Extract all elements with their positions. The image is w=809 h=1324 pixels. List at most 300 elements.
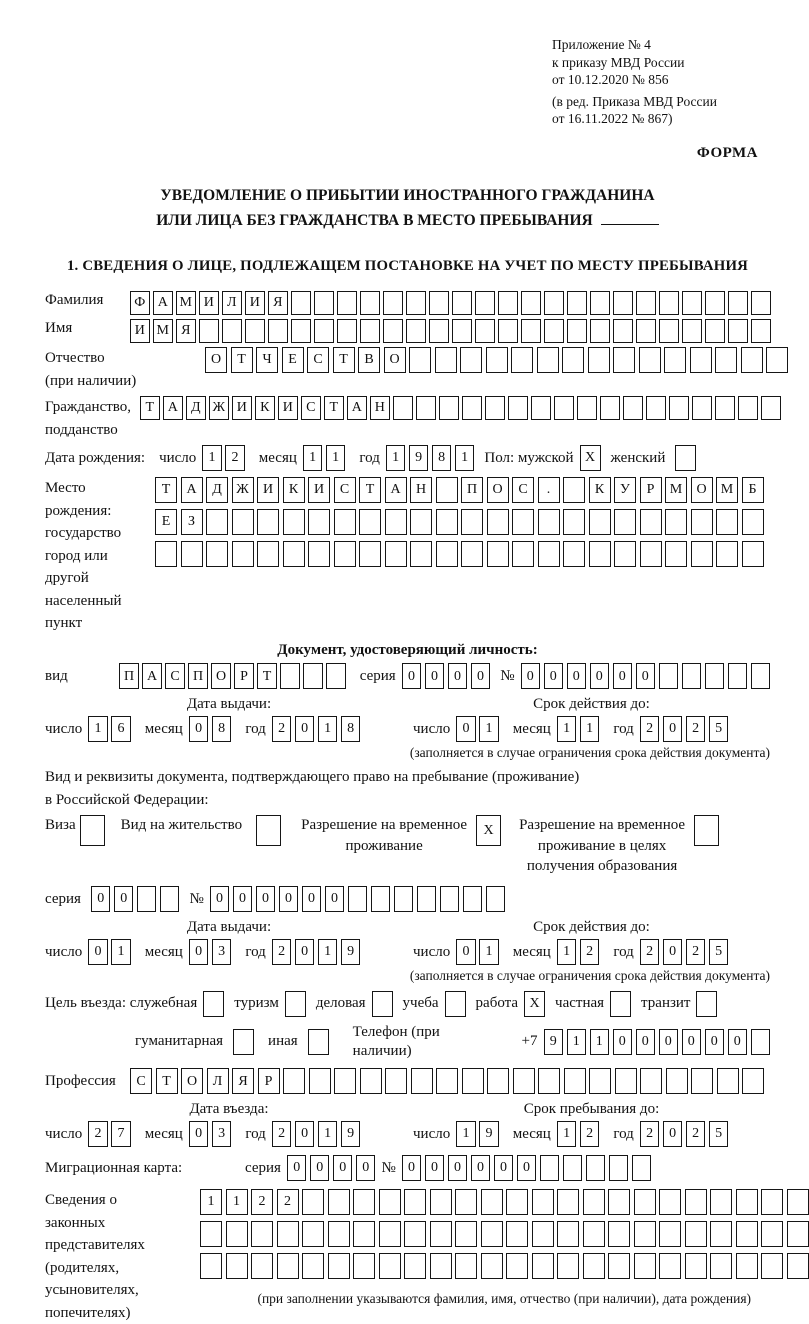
char-cell[interactable]: 1 <box>200 1189 222 1215</box>
char-cell[interactable] <box>308 541 330 567</box>
char-cell[interactable] <box>206 509 228 535</box>
char-cell[interactable] <box>600 396 620 420</box>
char-cell[interactable] <box>353 1189 375 1215</box>
char-cell[interactable] <box>475 319 495 343</box>
char-cell[interactable] <box>666 1068 688 1094</box>
char-cell[interactable] <box>787 1253 809 1279</box>
char-cell[interactable] <box>508 396 528 420</box>
char-cell[interactable]: 1 <box>557 1121 577 1147</box>
char-cell[interactable]: Я <box>232 1068 254 1094</box>
char-cell[interactable] <box>181 541 203 567</box>
char-cell[interactable]: 1 <box>202 445 222 471</box>
char-cell[interactable] <box>200 1221 222 1247</box>
char-cell[interactable] <box>691 509 713 535</box>
char-cell[interactable] <box>383 319 403 343</box>
char-cell[interactable]: П <box>461 477 483 503</box>
char-cell[interactable] <box>430 1189 452 1215</box>
char-cell[interactable] <box>359 509 381 535</box>
char-cell[interactable] <box>460 347 482 373</box>
purpose-official-checkbox[interactable] <box>203 991 224 1017</box>
char-cell[interactable]: Н <box>370 396 390 420</box>
char-cell[interactable] <box>538 509 560 535</box>
char-cell[interactable] <box>563 509 585 535</box>
char-cell[interactable]: 9 <box>479 1121 499 1147</box>
char-cell[interactable]: 0 <box>471 1155 491 1181</box>
char-cell[interactable] <box>691 541 713 567</box>
char-cell[interactable] <box>623 396 643 420</box>
char-cell[interactable]: 0 <box>114 886 134 912</box>
char-cell[interactable] <box>481 1189 503 1215</box>
char-cell[interactable] <box>160 886 180 912</box>
char-cell[interactable]: С <box>130 1068 152 1094</box>
char-cell[interactable] <box>385 509 407 535</box>
char-cell[interactable]: 1 <box>318 939 338 965</box>
char-cell[interactable] <box>511 347 533 373</box>
char-cell[interactable] <box>590 291 610 315</box>
char-cell[interactable] <box>283 541 305 567</box>
char-cell[interactable] <box>257 541 279 567</box>
char-cell[interactable] <box>226 1253 248 1279</box>
char-cell[interactable] <box>521 319 541 343</box>
char-cell[interactable] <box>452 319 472 343</box>
char-cell[interactable] <box>761 1189 783 1215</box>
char-cell[interactable]: 0 <box>295 716 315 742</box>
char-cell[interactable]: 0 <box>663 939 683 965</box>
char-cell[interactable]: 0 <box>356 1155 376 1181</box>
char-cell[interactable]: 9 <box>409 445 429 471</box>
char-cell[interactable]: Ж <box>232 477 254 503</box>
char-cell[interactable]: П <box>119 663 139 689</box>
char-cell[interactable] <box>761 1221 783 1247</box>
char-cell[interactable]: Л <box>207 1068 229 1094</box>
char-cell[interactable]: И <box>278 396 298 420</box>
char-cell[interactable] <box>664 347 686 373</box>
char-cell[interactable]: Р <box>258 1068 280 1094</box>
char-cell[interactable] <box>410 509 432 535</box>
char-cell[interactable]: 0 <box>471 663 491 689</box>
char-cell[interactable] <box>385 541 407 567</box>
char-cell[interactable] <box>639 347 661 373</box>
sex-male-checkbox[interactable]: X <box>580 445 601 471</box>
option-residence-permit-checkbox[interactable] <box>256 815 281 846</box>
char-cell[interactable] <box>506 1221 528 1247</box>
char-cell[interactable] <box>563 477 585 503</box>
char-cell[interactable] <box>787 1221 809 1247</box>
char-cell[interactable] <box>577 396 597 420</box>
char-cell[interactable] <box>436 477 458 503</box>
char-cell[interactable] <box>251 1221 273 1247</box>
char-cell[interactable]: 0 <box>310 1155 330 1181</box>
char-cell[interactable]: К <box>589 477 611 503</box>
char-cell[interactable]: 2 <box>251 1189 273 1215</box>
char-cell[interactable] <box>462 396 482 420</box>
char-cell[interactable] <box>715 347 737 373</box>
char-cell[interactable]: 2 <box>686 716 706 742</box>
char-cell[interactable] <box>277 1253 299 1279</box>
purpose-work-checkbox[interactable]: X <box>524 991 545 1017</box>
char-cell[interactable] <box>615 1068 637 1094</box>
char-cell[interactable] <box>383 291 403 315</box>
char-cell[interactable] <box>682 663 702 689</box>
purpose-other-checkbox[interactable] <box>308 1029 329 1055</box>
char-cell[interactable]: 1 <box>326 445 346 471</box>
char-cell[interactable]: Б <box>742 477 764 503</box>
char-cell[interactable]: 0 <box>402 1155 422 1181</box>
char-cell[interactable] <box>245 319 265 343</box>
char-cell[interactable] <box>417 886 437 912</box>
char-cell[interactable]: 0 <box>287 1155 307 1181</box>
char-cell[interactable]: 0 <box>279 886 299 912</box>
char-cell[interactable]: 2 <box>272 939 292 965</box>
option-visa-checkbox[interactable] <box>80 815 105 846</box>
char-cell[interactable] <box>742 1068 764 1094</box>
char-cell[interactable]: Т <box>257 663 277 689</box>
char-cell[interactable] <box>636 319 656 343</box>
char-cell[interactable] <box>404 1189 426 1215</box>
char-cell[interactable]: 1 <box>557 939 577 965</box>
char-cell[interactable] <box>353 1221 375 1247</box>
char-cell[interactable]: А <box>181 477 203 503</box>
char-cell[interactable]: И <box>245 291 265 315</box>
char-cell[interactable] <box>506 1189 528 1215</box>
char-cell[interactable]: 5 <box>709 1121 729 1147</box>
char-cell[interactable]: 1 <box>567 1029 587 1055</box>
char-cell[interactable] <box>353 1253 375 1279</box>
char-cell[interactable]: 1 <box>226 1189 248 1215</box>
char-cell[interactable]: Я <box>268 291 288 315</box>
char-cell[interactable] <box>302 1253 324 1279</box>
option-temp-residence-checkbox[interactable]: X <box>476 815 501 846</box>
char-cell[interactable] <box>257 509 279 535</box>
char-cell[interactable] <box>583 1221 605 1247</box>
char-cell[interactable] <box>334 1068 356 1094</box>
char-cell[interactable]: 1 <box>580 716 600 742</box>
char-cell[interactable]: М <box>716 477 738 503</box>
char-cell[interactable] <box>137 886 157 912</box>
char-cell[interactable] <box>716 509 738 535</box>
char-cell[interactable] <box>659 319 679 343</box>
char-cell[interactable]: В <box>358 347 380 373</box>
sex-female-checkbox[interactable] <box>675 445 696 471</box>
char-cell[interactable]: 2 <box>686 1121 706 1147</box>
char-cell[interactable] <box>200 1253 222 1279</box>
char-cell[interactable] <box>429 319 449 343</box>
char-cell[interactable] <box>268 319 288 343</box>
char-cell[interactable]: 5 <box>709 716 729 742</box>
char-cell[interactable] <box>436 1068 458 1094</box>
char-cell[interactable]: 0 <box>302 886 322 912</box>
char-cell[interactable] <box>640 541 662 567</box>
char-cell[interactable]: 0 <box>590 663 610 689</box>
char-cell[interactable]: 5 <box>709 939 729 965</box>
char-cell[interactable] <box>608 1221 630 1247</box>
char-cell[interactable] <box>682 319 702 343</box>
char-cell[interactable] <box>486 347 508 373</box>
char-cell[interactable] <box>636 291 656 315</box>
char-cell[interactable] <box>498 291 518 315</box>
char-cell[interactable]: 0 <box>189 939 209 965</box>
char-cell[interactable] <box>206 541 228 567</box>
char-cell[interactable] <box>742 541 764 567</box>
char-cell[interactable] <box>751 319 771 343</box>
char-cell[interactable] <box>436 541 458 567</box>
char-cell[interactable]: З <box>181 509 203 535</box>
char-cell[interactable] <box>385 1068 407 1094</box>
char-cell[interactable] <box>761 396 781 420</box>
char-cell[interactable] <box>360 319 380 343</box>
char-cell[interactable] <box>586 1155 606 1181</box>
char-cell[interactable] <box>283 509 305 535</box>
char-cell[interactable] <box>728 291 748 315</box>
char-cell[interactable] <box>379 1253 401 1279</box>
char-cell[interactable] <box>691 1068 713 1094</box>
char-cell[interactable] <box>429 291 449 315</box>
char-cell[interactable]: А <box>142 663 162 689</box>
char-cell[interactable] <box>632 1155 652 1181</box>
char-cell[interactable] <box>659 1189 681 1215</box>
char-cell[interactable]: 0 <box>210 886 230 912</box>
char-cell[interactable] <box>544 319 564 343</box>
char-cell[interactable]: 2 <box>225 445 245 471</box>
char-cell[interactable] <box>394 886 414 912</box>
char-cell[interactable]: 0 <box>494 1155 514 1181</box>
char-cell[interactable] <box>669 396 689 420</box>
char-cell[interactable]: 0 <box>636 1029 656 1055</box>
char-cell[interactable] <box>557 1221 579 1247</box>
char-cell[interactable] <box>337 291 357 315</box>
char-cell[interactable]: С <box>165 663 185 689</box>
char-cell[interactable] <box>608 1253 630 1279</box>
char-cell[interactable] <box>589 541 611 567</box>
char-cell[interactable] <box>455 1221 477 1247</box>
char-cell[interactable]: Р <box>234 663 254 689</box>
char-cell[interactable]: 0 <box>613 663 633 689</box>
char-cell[interactable] <box>540 1155 560 1181</box>
char-cell[interactable]: И <box>130 319 150 343</box>
char-cell[interactable] <box>741 347 763 373</box>
char-cell[interactable]: К <box>255 396 275 420</box>
char-cell[interactable] <box>705 319 725 343</box>
char-cell[interactable] <box>537 347 559 373</box>
purpose-study-checkbox[interactable] <box>445 991 466 1017</box>
char-cell[interactable]: О <box>205 347 227 373</box>
char-cell[interactable]: 0 <box>567 663 587 689</box>
char-cell[interactable] <box>640 509 662 535</box>
char-cell[interactable]: И <box>257 477 279 503</box>
char-cell[interactable] <box>337 319 357 343</box>
char-cell[interactable] <box>348 886 368 912</box>
char-cell[interactable] <box>685 1253 707 1279</box>
char-cell[interactable] <box>440 886 460 912</box>
char-cell[interactable] <box>531 396 551 420</box>
char-cell[interactable] <box>222 319 242 343</box>
char-cell[interactable]: М <box>665 477 687 503</box>
char-cell[interactable] <box>692 396 712 420</box>
char-cell[interactable]: 1 <box>111 939 131 965</box>
char-cell[interactable] <box>659 1221 681 1247</box>
char-cell[interactable]: 7 <box>111 1121 131 1147</box>
char-cell[interactable] <box>640 1068 662 1094</box>
char-cell[interactable] <box>277 1221 299 1247</box>
char-cell[interactable]: Т <box>333 347 355 373</box>
char-cell[interactable]: М <box>153 319 173 343</box>
char-cell[interactable]: 1 <box>557 716 577 742</box>
char-cell[interactable] <box>589 509 611 535</box>
char-cell[interactable] <box>614 509 636 535</box>
char-cell[interactable] <box>481 1253 503 1279</box>
char-cell[interactable]: 1 <box>456 1121 476 1147</box>
char-cell[interactable]: Л <box>222 291 242 315</box>
char-cell[interactable]: Т <box>156 1068 178 1094</box>
char-cell[interactable] <box>521 291 541 315</box>
char-cell[interactable]: 0 <box>456 716 476 742</box>
char-cell[interactable]: 2 <box>88 1121 108 1147</box>
char-cell[interactable] <box>613 291 633 315</box>
option-temp-residence-education-checkbox[interactable] <box>694 815 719 846</box>
char-cell[interactable] <box>564 1068 586 1094</box>
char-cell[interactable]: И <box>308 477 330 503</box>
char-cell[interactable] <box>314 319 334 343</box>
char-cell[interactable] <box>563 1155 583 1181</box>
purpose-humanitarian-checkbox[interactable] <box>233 1029 254 1055</box>
char-cell[interactable] <box>710 1221 732 1247</box>
char-cell[interactable]: 0 <box>425 663 445 689</box>
char-cell[interactable] <box>436 509 458 535</box>
char-cell[interactable] <box>455 1253 477 1279</box>
char-cell[interactable] <box>232 541 254 567</box>
char-cell[interactable]: 2 <box>640 716 660 742</box>
char-cell[interactable] <box>613 319 633 343</box>
char-cell[interactable] <box>751 663 771 689</box>
char-cell[interactable] <box>608 1189 630 1215</box>
char-cell[interactable] <box>430 1253 452 1279</box>
char-cell[interactable] <box>334 509 356 535</box>
char-cell[interactable]: 2 <box>640 939 660 965</box>
char-cell[interactable]: Т <box>324 396 344 420</box>
char-cell[interactable]: О <box>211 663 231 689</box>
char-cell[interactable]: 1 <box>479 716 499 742</box>
char-cell[interactable]: 6 <box>111 716 131 742</box>
char-cell[interactable] <box>532 1221 554 1247</box>
char-cell[interactable] <box>334 541 356 567</box>
char-cell[interactable] <box>360 291 380 315</box>
char-cell[interactable] <box>455 1189 477 1215</box>
char-cell[interactable] <box>567 319 587 343</box>
char-cell[interactable]: 1 <box>479 939 499 965</box>
char-cell[interactable]: 3 <box>212 1121 232 1147</box>
char-cell[interactable] <box>498 319 518 343</box>
char-cell[interactable]: Т <box>155 477 177 503</box>
char-cell[interactable]: 0 <box>88 939 108 965</box>
char-cell[interactable]: 0 <box>295 939 315 965</box>
char-cell[interactable] <box>487 1068 509 1094</box>
char-cell[interactable] <box>404 1221 426 1247</box>
char-cell[interactable]: 0 <box>448 663 468 689</box>
char-cell[interactable] <box>544 291 564 315</box>
char-cell[interactable]: А <box>385 477 407 503</box>
purpose-business-checkbox[interactable] <box>372 991 393 1017</box>
purpose-transit-checkbox[interactable] <box>696 991 717 1017</box>
char-cell[interactable]: 3 <box>212 939 232 965</box>
char-cell[interactable] <box>328 1221 350 1247</box>
char-cell[interactable] <box>728 319 748 343</box>
char-cell[interactable] <box>634 1221 656 1247</box>
char-cell[interactable]: 0 <box>636 663 656 689</box>
char-cell[interactable]: У <box>614 477 636 503</box>
char-cell[interactable] <box>404 1253 426 1279</box>
char-cell[interactable] <box>614 541 636 567</box>
char-cell[interactable]: 0 <box>613 1029 633 1055</box>
char-cell[interactable]: 2 <box>272 1121 292 1147</box>
char-cell[interactable] <box>359 541 381 567</box>
char-cell[interactable] <box>659 291 679 315</box>
char-cell[interactable] <box>532 1189 554 1215</box>
char-cell[interactable] <box>738 396 758 420</box>
char-cell[interactable]: 0 <box>659 1029 679 1055</box>
char-cell[interactable]: 0 <box>682 1029 702 1055</box>
char-cell[interactable] <box>589 1068 611 1094</box>
char-cell[interactable]: 0 <box>233 886 253 912</box>
char-cell[interactable]: 1 <box>303 445 323 471</box>
char-cell[interactable] <box>583 1189 605 1215</box>
char-cell[interactable] <box>715 396 735 420</box>
char-cell[interactable]: П <box>188 663 208 689</box>
char-cell[interactable] <box>646 396 666 420</box>
char-cell[interactable]: 0 <box>295 1121 315 1147</box>
char-cell[interactable] <box>326 663 346 689</box>
char-cell[interactable]: Я <box>176 319 196 343</box>
char-cell[interactable] <box>717 1068 739 1094</box>
char-cell[interactable]: 0 <box>448 1155 468 1181</box>
char-cell[interactable] <box>609 1155 629 1181</box>
char-cell[interactable] <box>532 1253 554 1279</box>
char-cell[interactable] <box>728 663 748 689</box>
char-cell[interactable]: Т <box>359 477 381 503</box>
char-cell[interactable] <box>513 1068 535 1094</box>
char-cell[interactable] <box>486 886 506 912</box>
char-cell[interactable] <box>360 1068 382 1094</box>
char-cell[interactable]: О <box>181 1068 203 1094</box>
char-cell[interactable]: Н <box>410 477 432 503</box>
char-cell[interactable]: Е <box>282 347 304 373</box>
char-cell[interactable] <box>665 509 687 535</box>
char-cell[interactable]: Д <box>186 396 206 420</box>
char-cell[interactable] <box>199 319 219 343</box>
char-cell[interactable]: А <box>153 291 173 315</box>
char-cell[interactable]: 0 <box>705 1029 725 1055</box>
char-cell[interactable] <box>463 886 483 912</box>
char-cell[interactable]: Ч <box>256 347 278 373</box>
char-cell[interactable] <box>328 1189 350 1215</box>
char-cell[interactable] <box>562 347 584 373</box>
char-cell[interactable]: 1 <box>318 716 338 742</box>
char-cell[interactable] <box>155 541 177 567</box>
char-cell[interactable] <box>736 1221 758 1247</box>
char-cell[interactable]: Ф <box>130 291 150 315</box>
char-cell[interactable] <box>665 541 687 567</box>
char-cell[interactable] <box>439 396 459 420</box>
char-cell[interactable] <box>328 1253 350 1279</box>
char-cell[interactable] <box>554 396 574 420</box>
char-cell[interactable]: Т <box>140 396 160 420</box>
char-cell[interactable] <box>406 291 426 315</box>
char-cell[interactable] <box>690 347 712 373</box>
char-cell[interactable]: С <box>334 477 356 503</box>
char-cell[interactable] <box>475 291 495 315</box>
char-cell[interactable]: 0 <box>256 886 276 912</box>
char-cell[interactable] <box>659 1253 681 1279</box>
char-cell[interactable]: К <box>283 477 305 503</box>
